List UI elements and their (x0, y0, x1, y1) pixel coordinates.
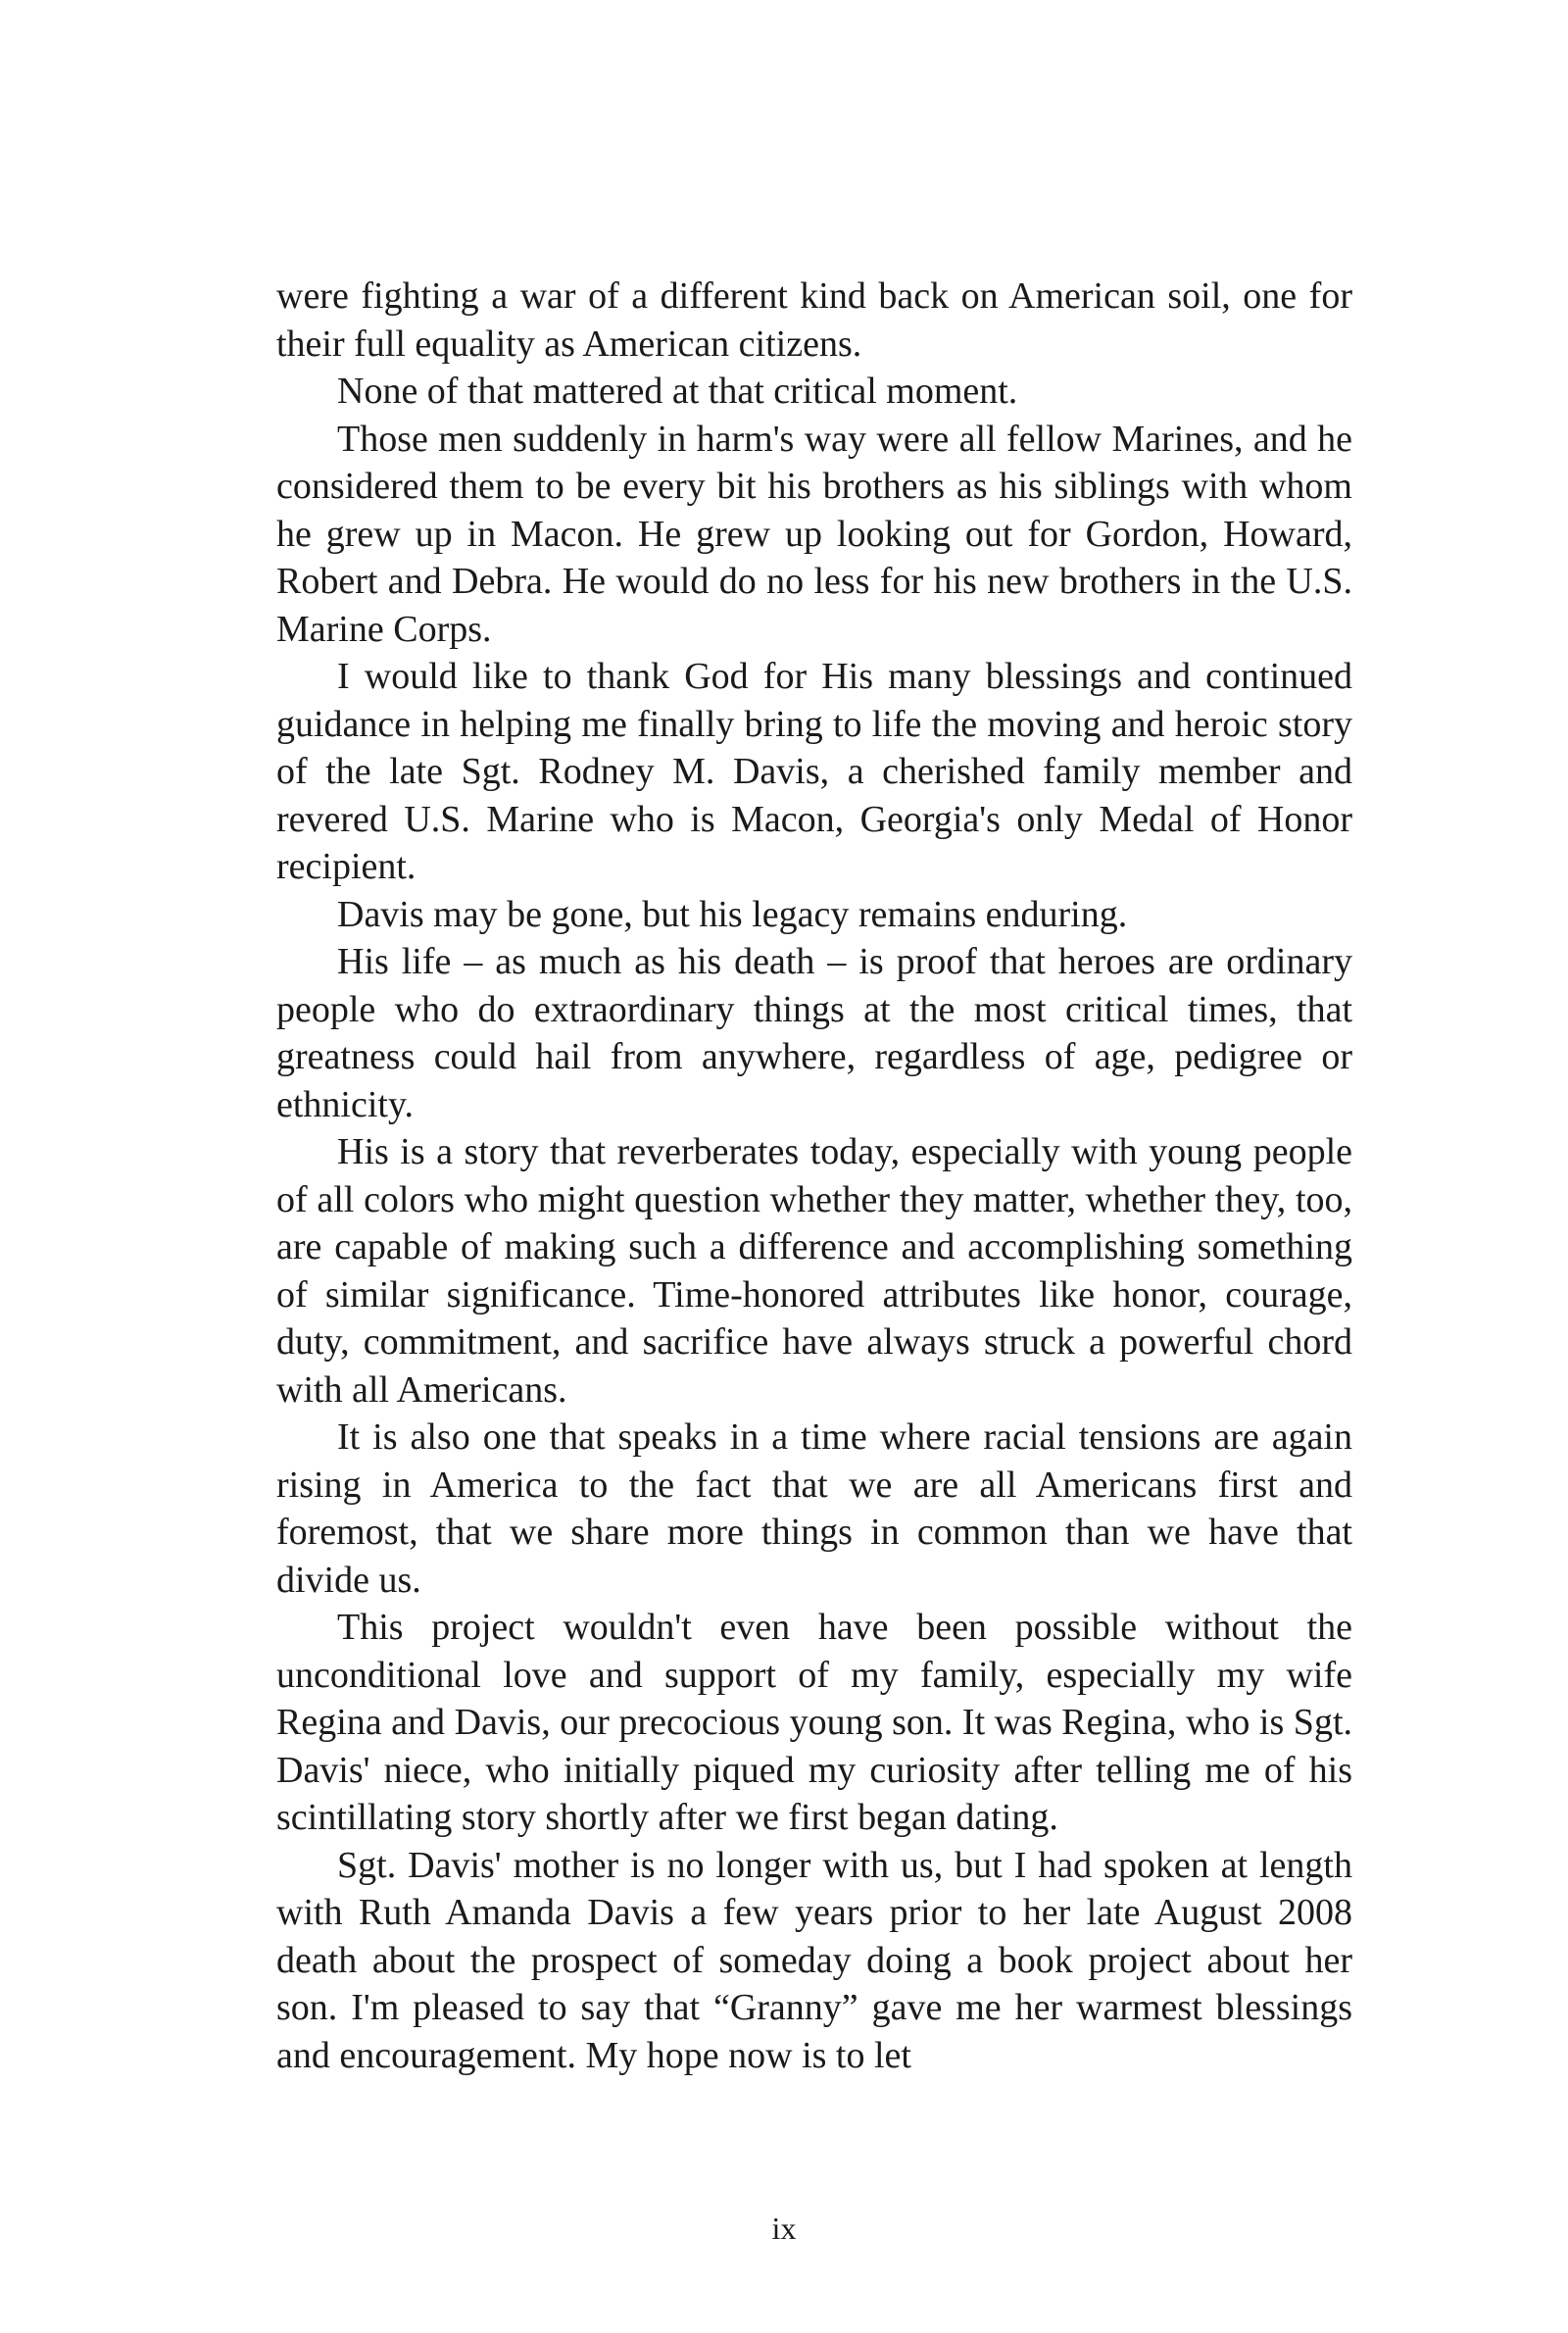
paragraph-6: His life – as much as his death – is proof that heroes are ordinary people who do extraordinary things at the most critical times, that greatness could hail from anywhere, regardless of age, pedigree or ethnicity. (276, 941, 1352, 1125)
paragraph-10: Sgt. Davis' mother is no longer with us, but I had spoken at length with Ruth Amanda Davis a few years prior to her late August 2008 death about the prospect of someday doing a book project about her son. I'm pleased to say that “Granny” gave me her warmest blessings and encouragement. My hope now is to let (276, 1844, 1352, 2076)
paragraph-5: Davis may be gone, but his legacy remains enduring. (337, 893, 1128, 935)
paragraph-7: His is a story that reverberates today, especially with young people of all colors who might question whether they matter, whether they, too, are capable of making such a difference and accomplishing something of similar significance. Time-honored attributes like honor, courage, duty, commitment, and sacrifice have always struck a powerful chord with all Americans. (276, 1131, 1352, 1411)
paragraph-1: were fighting a war of a different kind back on American soil, one for their full equality as American citizens. (276, 275, 1352, 365)
page-number: ix (771, 2210, 797, 2246)
paragraph-2: None of that mattered at that critical moment. (337, 371, 1018, 412)
paragraph-9: This project wouldn't even have been possible without the unconditional love and support of my family, especially my wife Regina and Davis, our precocious young son. It was Regina, who is Sgt. Davis' niece, who initially piqued my curiosity after telling me of his scintillating story shortly after we first began dating. (276, 1607, 1352, 1838)
paragraph-3: Those men suddenly in harm's way were all fellow Marines, and he considered them to be every bit his brothers as his siblings with whom he grew up in Macon. He grew up looking out for Gordon, Howard, Robert and Debra. He would do no less for his new brothers in the U.S. Marine Corps. (276, 418, 1352, 650)
paragraph-8: It is also one that speaks in a time where racial tensions are again rising in America to the fact that we are all Americans first and foremost, that we share more things in common than we have that divide us. (276, 1416, 1352, 1601)
paragraph-4: I would like to thank God for His many blessings and continued guidance in helping me finally bring to life the moving and heroic story of the late Sgt. Rodney M. Davis, a cherished family member and revered U.S. Marine who is Macon, Georgia's only Medal of Honor recipient. (276, 656, 1352, 887)
body-text (276, 273, 1352, 2079)
